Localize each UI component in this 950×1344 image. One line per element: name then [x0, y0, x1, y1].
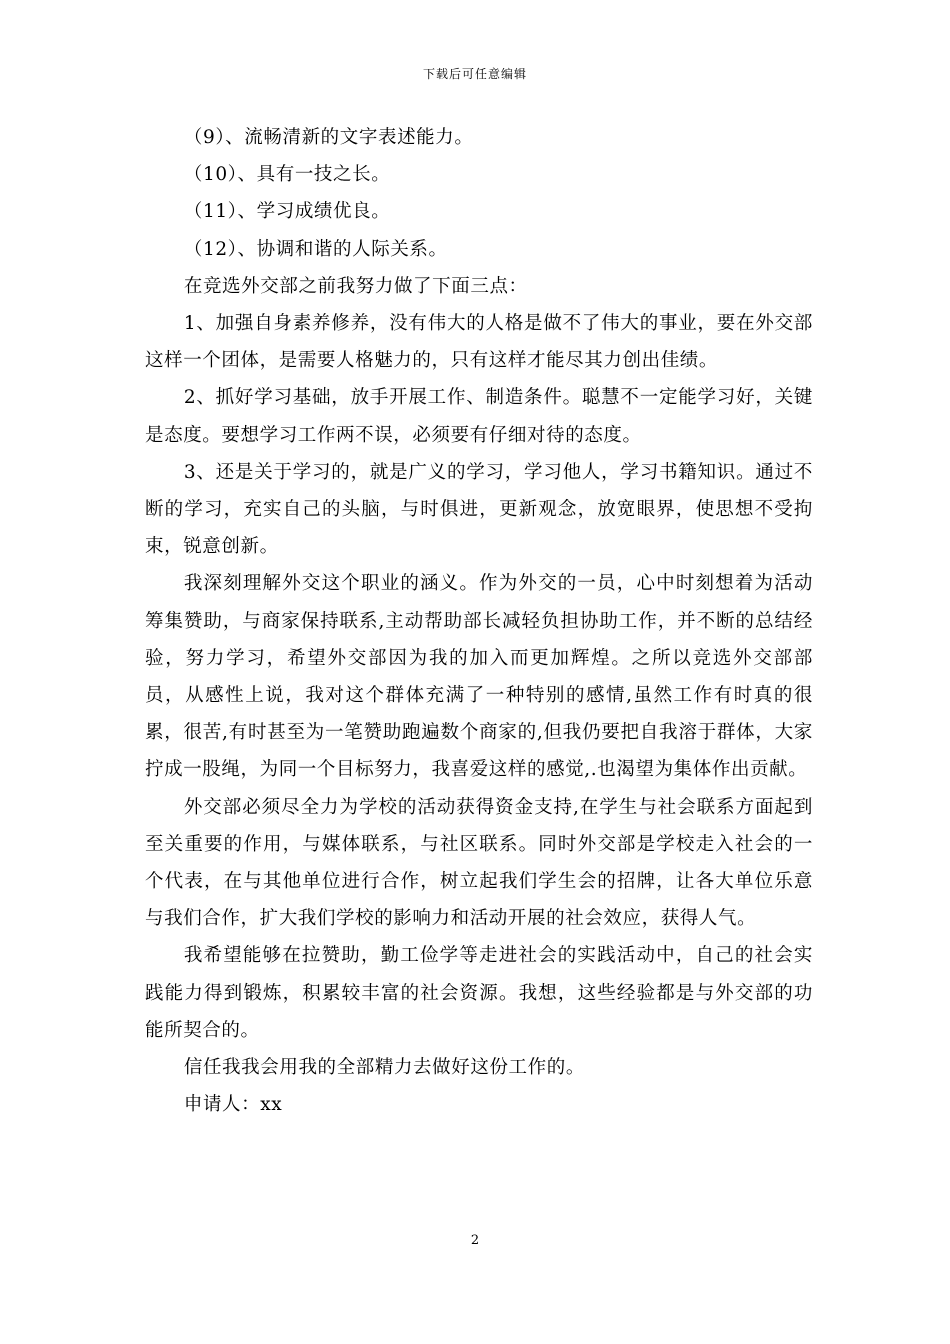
criterion-12: （12）、协调和谐的人际关系。	[183, 238, 448, 260]
body-paragraph-department-role: 外交部必须尽全力为学校的活动获得资金支持,在学生与社会联系方面起到至关重要的作用，与媒体联系，与社区联系。同时外交部是学校走入社会的一个代表，在与其他单位进行合作，树立起我们学生会的招牌，让各大单位乐意与我们合作，扩大我们学校的影响力和活动开展的社会效应，获得人气。	[145, 796, 813, 930]
body-paragraph-understanding: 我深刻理解外交这个职业的涵义。作为外交的一员，心中时刻想着为活动筹集赞助，与商家保持联系,主动帮助部长减轻负担协助工作，并不断的总结经验，努力学习，希望外交部因为我的加入而更加辉煌。之所以竞选外交部部员，从感性上说，我对这个群体充满了一种特别的感情,虽然工作有时真的很累，很苦,有时甚至为一笔赞助跑遍数个商家的,但我仍要把自我溶于群体，大家拧成一股绳，为同一个目标努力，我喜爱这样的感觉,.也渴望为集体作出贡献。	[145, 573, 813, 781]
three-points-intro: 在竞选外交部之前我努力做了下面三点：	[183, 275, 528, 297]
page-number: 2	[470, 1233, 480, 1248]
criterion-11: （11）、学习成绩优良。	[183, 201, 391, 223]
criterion-9: （9）、流畅清新的文字表述能力。	[183, 127, 474, 148]
point-1: 1、加强自身素养修养，没有伟大的人格是做不了伟大的事业，要在外交部这样一个团体，是需要人格魅力的，只有这样才能尽其力创出佳绩。	[145, 313, 813, 372]
signature-line: 申请人：xx	[183, 1094, 283, 1116]
document-body	[145, 119, 813, 1123]
point-2: 2、抓好学习基础，放手开展工作、制造条件。聪慧不一定能学习好，关键是态度。要想学习工作两不误，必须要有仔细对待的态度。	[145, 387, 813, 446]
closing-line: 信任我我会用我的全部精力去做好这份工作的。	[183, 1057, 585, 1079]
body-paragraph-hope: 我希望能够在拉赞助，勤工俭学等走进社会的实践活动中，自己的社会实践能力得到锻炼，积累较丰富的社会资源。我想，这些经验都是与外交部的功能所契合的。	[145, 945, 813, 1041]
point-3: 3、还是关于学习的，就是广义的学习，学习他人，学习书籍知识。通过不断的学习，充实自己的头脑，与时俱进，更新观念，放宽眼界，使思想不受拘束，锐意创新。	[145, 461, 813, 558]
criterion-10: （10）、具有一技之长。	[183, 164, 391, 186]
page-header: 下载后可任意编辑	[422, 67, 527, 81]
